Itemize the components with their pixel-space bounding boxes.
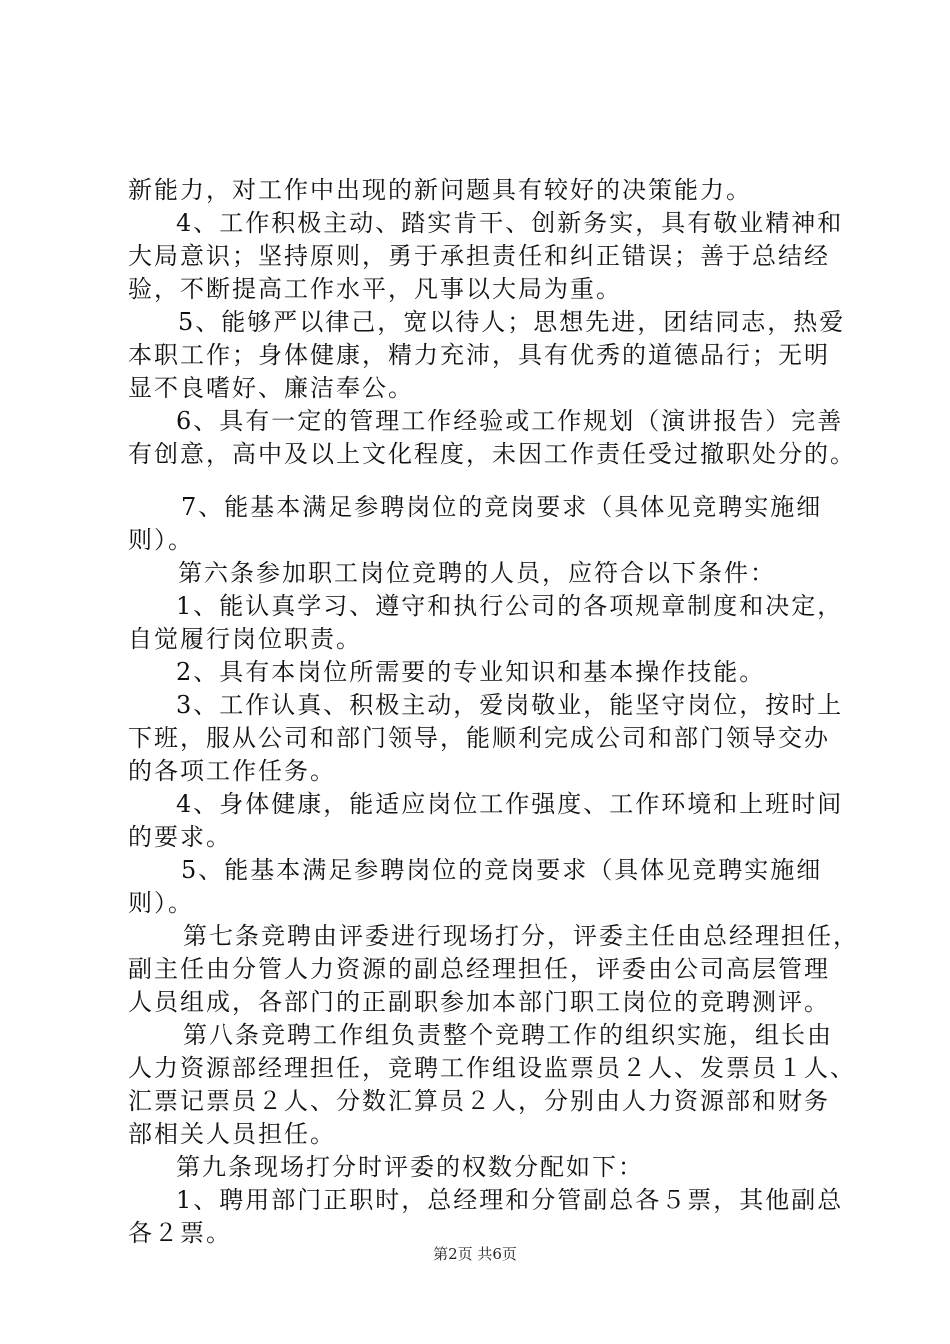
text-line: 5、能够严以律己，宽以待人；思想先进，团结同志，热爱 [178, 308, 846, 336]
text-line: 的各项工作任务。 [128, 757, 336, 785]
text-line: 各２票。 [128, 1219, 232, 1247]
text-line: 第六条参加职工岗位竞聘的人员，应符合以下条件： [178, 559, 776, 587]
text-line: 新能力，对工作中出现的新问题具有较好的决策能力。 [128, 176, 752, 204]
text-line: 4、工作积极主动、踏实肯干、创新务实，具有敬业精神和 [176, 209, 844, 237]
text-line: 第七条竞聘由评委进行现场打分，评委主任由总经理担任， [183, 922, 859, 950]
text-line: 5、能基本满足参聘岗位的竞岗要求（具体见竞聘实施细 [181, 856, 823, 884]
text-line: 3、工作认真、积极主动，爱岗敬业，能坚守岗位，按时上 [176, 691, 844, 719]
text-line: 自觉履行岗位职责。 [128, 625, 362, 653]
text-line: 的要求。 [128, 823, 232, 851]
text-line: 第九条现场打分时评委的权数分配如下： [176, 1153, 644, 1181]
text-line: 副主任由分管人力资源的副总经理担任，评委由公司高层管理 [128, 955, 830, 983]
text-line: 6、具有一定的管理工作经验或工作规划（演讲报告）完善 [176, 407, 844, 435]
text-line: 部相关人员担任。 [128, 1120, 336, 1148]
text-line: 则）。 [128, 526, 194, 554]
text-line: 1、聘用部门正职时，总经理和分管副总各５票，其他副总 [176, 1186, 844, 1214]
text-line: 汇票记票员２人、分数汇算员２人，分别由人力资源部和财务 [128, 1087, 830, 1115]
text-line: 1、能认真学习、遵守和执行公司的各项规章制度和决定， [176, 592, 844, 620]
text-line: 验，不断提高工作水平，凡事以大局为重。 [128, 275, 622, 303]
text-line: 人员组成，各部门的正副职参加本部门职工岗位的竞聘测评。 [128, 988, 830, 1016]
text-line: 本职工作；身体健康，精力充沛，具有优秀的道德品行；无明 [128, 341, 830, 369]
text-line: 显不良嗜好、廉洁奉公。 [128, 374, 414, 402]
text-line: 则）。 [128, 889, 194, 917]
text-line: 4、身体健康，能适应岗位工作强度、工作环境和上班时间 [176, 790, 844, 818]
text-line: 7、能基本满足参聘岗位的竞岗要求（具体见竞聘实施细 [181, 493, 823, 521]
text-line: 2、具有本岗位所需要的专业知识和基本操作技能。 [176, 658, 766, 686]
text-line: 人力资源部经理担任，竞聘工作组设监票员２人、发票员１人、 [128, 1054, 856, 1082]
text-line: 有创意，高中及以上文化程度，未因工作责任受过撤职处分的。 [128, 440, 856, 468]
text-line: 第八条竞聘工作组负责整个竞聘工作的组织实施，组长由 [183, 1021, 833, 1049]
text-line: 下班，服从公司和部门领导，能顺利完成公司和部门领导交办 [128, 724, 830, 752]
text-line: 大局意识；坚持原则，勇于承担责任和纠正错误；善于总结经 [128, 242, 830, 270]
page-number-footer: 第2页 共6页 [433, 1245, 517, 1263]
